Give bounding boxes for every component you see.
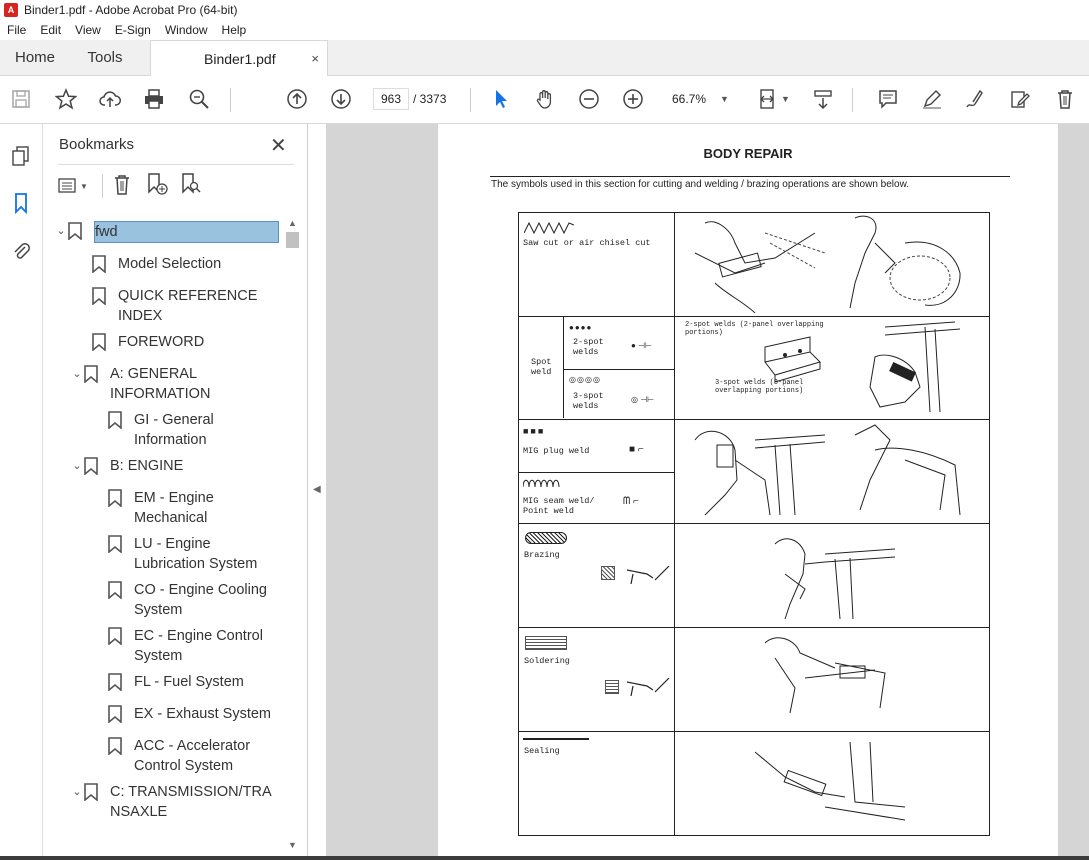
- chevron-down-icon[interactable]: ⌄: [72, 368, 82, 380]
- tab-document-label: Binder1.pdf: [204, 51, 276, 67]
- hand-tool-icon[interactable]: [532, 86, 558, 112]
- comment-icon[interactable]: [875, 86, 901, 112]
- mig-plug-mini-icon: ■ ⌐: [629, 444, 644, 455]
- bookmark-item[interactable]: [94, 488, 274, 528]
- bookmark-icon: [108, 411, 122, 429]
- bookmark-icon: [108, 535, 122, 553]
- next-page-icon[interactable]: [328, 86, 354, 112]
- bookmark-label: QUICK REFERENCE INDEX: [118, 288, 258, 324]
- panel-collapse-handle[interactable]: [308, 124, 326, 860]
- spot3-note: 3-spot welds (3-panel overlapping portions): [715, 379, 804, 395]
- bookmark-item[interactable]: [94, 736, 274, 776]
- page-heading: BODY REPAIR: [703, 146, 793, 161]
- saw-cut-symbol: [524, 221, 574, 235]
- bookmark-icon: [108, 737, 122, 755]
- table-row: [519, 317, 990, 420]
- spot-weld-mini-icon: ● ⊣⊢: [631, 341, 652, 350]
- bookmark-label: Model Selection: [118, 256, 222, 272]
- edit-document-icon[interactable]: [1007, 86, 1033, 112]
- spot2-label: 2-spot welds: [573, 337, 604, 357]
- delete-bookmark-icon[interactable]: [111, 172, 145, 200]
- bookmark-item[interactable]: [70, 782, 280, 822]
- spot2-note: 2-spot welds (2-panel overlapping portions): [685, 321, 824, 337]
- table-row: [519, 420, 990, 524]
- table-row: [519, 524, 990, 628]
- title-bar: [0, 0, 1089, 20]
- bookmark-label: C: TRANSMISSION/TRANSAXLE: [110, 784, 272, 820]
- bookmark-icon: [108, 673, 122, 691]
- menu-edit[interactable]: Edit: [40, 23, 62, 37]
- saw-cut-illustration: [675, 213, 989, 313]
- bookmark-label: FOREWORD: [118, 334, 205, 350]
- zoom-value: 66.7%: [672, 92, 707, 106]
- bookmark-label: EC - Engine Control System: [134, 628, 263, 664]
- zoom-search-icon[interactable]: [186, 86, 212, 112]
- tab-close-icon[interactable]: ×: [311, 51, 319, 66]
- bookmark-label: ACC - Accelerator Control System: [134, 738, 251, 774]
- menu-file[interactable]: File: [7, 23, 27, 37]
- bookmark-item[interactable]: [94, 672, 274, 692]
- bookmark-label: EX - Exhaust System: [134, 706, 271, 722]
- zoom-select[interactable]: [664, 88, 734, 110]
- page-intro: The symbols used in this section for cutting and welding / brazing operations are shown below.: [491, 179, 910, 190]
- bookmark-item[interactable]: [94, 410, 274, 450]
- mig-seam-label: MIG seam weld/ Point weld: [523, 496, 595, 516]
- attachment-icon[interactable]: [9, 238, 33, 262]
- torch-icon: [625, 676, 671, 698]
- bookmark-icon: [84, 783, 98, 801]
- bookmark-icon: [84, 365, 98, 383]
- scroll-mode-icon[interactable]: [810, 86, 836, 112]
- spot-weld-label: Spot weld: [531, 357, 552, 377]
- pages-thumbnail-icon[interactable]: [9, 144, 33, 168]
- soldering-label: Soldering: [524, 656, 570, 666]
- bookmark-icon: [92, 287, 106, 305]
- bookmark-label: EM - Engine Mechanical: [134, 490, 214, 526]
- bookmark-item[interactable]: [70, 456, 270, 476]
- bookmark-tools: [58, 172, 213, 202]
- saw-label: Saw cut or air chisel cut: [523, 238, 651, 248]
- mig-seam-symbol: [523, 478, 563, 488]
- table-row: [519, 628, 990, 732]
- bookmark-item[interactable]: [78, 286, 278, 326]
- page-fit-icon[interactable]: [754, 86, 780, 112]
- bookmark-label: GI - General Information: [134, 412, 214, 448]
- table-row: [519, 213, 990, 317]
- brazing-label: Brazing: [524, 550, 560, 560]
- bookmark-icon: [108, 705, 122, 723]
- bookmark-item[interactable]: [94, 534, 274, 574]
- print-icon[interactable]: [141, 86, 167, 112]
- bookmark-icon: [68, 222, 82, 240]
- find-bookmark-icon[interactable]: [179, 172, 213, 200]
- mig-plug-label: MIG plug weld: [523, 446, 590, 456]
- tab-tools[interactable]: Tools: [87, 48, 123, 66]
- bookmarks-panel-icon[interactable]: [9, 191, 33, 215]
- cloud-upload-icon[interactable]: [97, 86, 123, 112]
- page-number-input[interactable]: 963: [373, 88, 409, 110]
- sealing-illustration: [675, 732, 989, 832]
- bookmark-item[interactable]: [78, 254, 278, 274]
- spot-weld-mini-icon: ◎ ⊣⊢: [631, 395, 655, 404]
- pdf-page: [438, 124, 1058, 860]
- bookmark-label: FL - Fuel System: [134, 674, 244, 690]
- brazing-symbol: [525, 532, 567, 544]
- highlight-pen-icon[interactable]: [919, 86, 945, 112]
- spot-dots-symbol: ●●●●: [569, 323, 593, 332]
- tab-document[interactable]: [150, 40, 328, 77]
- page-total: / 3373: [413, 92, 447, 106]
- previous-page-icon[interactable]: [284, 86, 310, 112]
- options-menu-icon[interactable]: ▼: [58, 172, 94, 200]
- left-rail: [0, 124, 43, 860]
- spot3-label: 3-spot welds: [573, 391, 604, 411]
- bookmark-label: LU - Engine Lubrication System: [134, 536, 258, 572]
- soldering-symbol: [525, 636, 567, 650]
- brazing-illustration: [675, 524, 989, 624]
- table-row: [519, 732, 990, 836]
- tab-bar: [0, 40, 1089, 76]
- zoom-out-icon[interactable]: [576, 86, 602, 112]
- chevron-down-icon[interactable]: ⌄: [72, 786, 82, 798]
- new-bookmark-icon[interactable]: [145, 172, 179, 200]
- bookmark-label: A: GENERAL INFORMATION: [110, 366, 211, 402]
- bookmark-item[interactable]: [94, 626, 274, 666]
- sealing-label: Sealing: [524, 746, 560, 756]
- bookmark-label: CO - Engine Cooling System: [134, 582, 267, 618]
- bookmark-item[interactable]: [54, 221, 279, 243]
- soldering-mini-swatch: [605, 680, 619, 694]
- bookmark-label: B: ENGINE: [110, 458, 184, 474]
- bookmark-icon: [92, 255, 106, 273]
- bookmark-icon: [92, 333, 106, 351]
- acrobat-app-icon: A: [4, 3, 18, 17]
- torch-icon: [625, 564, 671, 586]
- soldering-illustration: [675, 628, 989, 728]
- sign-pen-icon[interactable]: [962, 86, 988, 112]
- bookmark-icon: [108, 627, 122, 645]
- bookmark-item[interactable]: [94, 704, 274, 724]
- bookmarks-scrollbar[interactable]: [286, 218, 299, 854]
- bookmark-item[interactable]: [78, 332, 278, 352]
- menu-help[interactable]: Help: [221, 23, 247, 37]
- scroll-up-icon[interactable]: ▲: [288, 218, 297, 228]
- bookmark-item[interactable]: [70, 364, 270, 404]
- mig-plug-symbol: ■■■: [523, 426, 546, 436]
- sealing-symbol: [523, 738, 589, 740]
- close-icon[interactable]: ✕: [270, 135, 287, 157]
- menu-esign[interactable]: E-Sign: [114, 23, 151, 37]
- mig-weld-illustration: [675, 420, 989, 520]
- mig-seam-mini-icon: ᗰ ⌐: [623, 496, 639, 507]
- scrollbar-thumb[interactable]: [286, 232, 299, 248]
- symbols-table: [518, 212, 990, 836]
- save-icon[interactable]: [8, 86, 34, 112]
- bookmark-item[interactable]: [94, 580, 274, 620]
- chevron-down-icon[interactable]: ▼: [781, 94, 790, 104]
- chevron-down-icon[interactable]: ⌄: [56, 225, 66, 237]
- delete-icon[interactable]: [1052, 86, 1078, 112]
- tab-home[interactable]: Home: [14, 48, 55, 66]
- menu-window[interactable]: Window: [164, 23, 208, 37]
- scroll-down-icon[interactable]: ▼: [288, 840, 297, 850]
- select-cursor-icon[interactable]: [488, 86, 514, 112]
- menu-view[interactable]: View: [75, 23, 101, 37]
- bookmark-icon: [108, 489, 122, 507]
- window-title: Binder1.pdf - Adobe Acrobat Pro (64-bit): [24, 3, 238, 17]
- star-icon[interactable]: [53, 86, 79, 112]
- chevron-down-icon: ▼: [720, 94, 729, 104]
- collapse-arrow-icon[interactable]: ◀: [313, 484, 321, 495]
- bookmark-icon: [84, 457, 98, 475]
- brazing-mini-swatch: [601, 566, 615, 580]
- document-viewport[interactable]: [326, 124, 1089, 860]
- toolbar: [0, 76, 1089, 124]
- bookmark-label: fwd: [94, 221, 279, 243]
- bookmark-icon: [108, 581, 122, 599]
- zoom-in-icon[interactable]: [620, 86, 646, 112]
- panel-title: Bookmarks: [59, 136, 135, 153]
- spot-weld-illustration: [675, 317, 989, 417]
- chevron-down-icon[interactable]: ⌄: [72, 460, 82, 472]
- menu-bar: [0, 20, 1089, 40]
- spot3-symbol: ◎◎◎◎: [569, 375, 601, 384]
